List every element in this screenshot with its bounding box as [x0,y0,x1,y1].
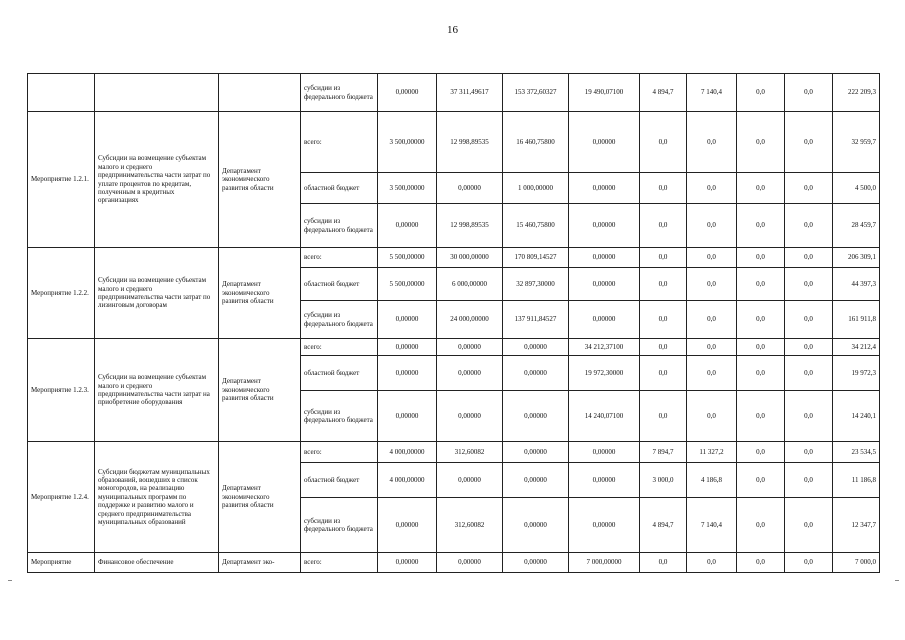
value-cell: 0,0 [640,173,687,204]
value-cell: 0,0 [737,553,785,573]
department-cell: Департамент экономического развития области [219,442,301,553]
value-cell: 0,0 [687,553,737,573]
value-cell: 0,0 [785,356,833,391]
value-cell: 32 897,30000 [503,268,569,301]
table-row [28,339,880,356]
value-cell: 0,0 [785,442,833,463]
value-cell: 0,0 [640,301,687,339]
value-cell: 0,0 [785,112,833,173]
value-cell: 0,00000 [378,339,437,356]
value-cell: 0,0 [640,356,687,391]
value-cell: 19 972,30000 [569,356,640,391]
value-cell: 7 140,4 [687,74,737,112]
total-value-cell: 32 959,7 [833,112,880,173]
value-cell: 312,60082 [437,498,503,553]
funding-source-cell: всего: [301,339,378,356]
value-cell: 0,0 [640,248,687,268]
total-value-cell: 23 534,5 [833,442,880,463]
value-cell: 3 000,0 [640,463,687,498]
value-cell: 15 460,75800 [503,204,569,248]
funding-source-cell: субсидии из федерального бюджета [301,301,378,339]
value-cell: 0,0 [737,173,785,204]
event-cell [28,74,95,112]
total-value-cell: 19 972,3 [833,356,880,391]
scan-edge-marks [0,580,905,581]
description-cell [95,74,219,112]
total-value-cell: 4 500,0 [833,173,880,204]
total-value-cell: 44 397,3 [833,268,880,301]
value-cell: 3 500,00000 [378,112,437,173]
value-cell: 0,0 [737,498,785,553]
value-cell: 0,0 [785,74,833,112]
budget-table [27,73,880,573]
value-cell: 0,00000 [503,356,569,391]
value-cell: 170 809,14527 [503,248,569,268]
value-cell: 0,00000 [503,442,569,463]
value-cell: 12 998,89535 [437,204,503,248]
value-cell: 0,00000 [569,442,640,463]
value-cell: 5 500,00000 [378,268,437,301]
value-cell: 0,0 [687,391,737,442]
department-cell: Департамент эко- [219,553,301,573]
table-row [28,553,880,573]
value-cell: 0,0 [785,204,833,248]
value-cell: 0,0 [687,204,737,248]
value-cell: 0,00000 [378,204,437,248]
table-row [28,74,880,112]
funding-source-cell: субсидии из федерального бюджета [301,391,378,442]
scan-mark-left [8,580,12,581]
total-value-cell: 34 212,4 [833,339,880,356]
table-row [28,442,880,463]
page-number: 16 [447,24,458,36]
value-cell: 0,00000 [437,356,503,391]
total-value-cell: 7 000,0 [833,553,880,573]
value-cell: 0,00000 [503,498,569,553]
value-cell: 0,00000 [569,173,640,204]
value-cell: 4 000,00000 [378,442,437,463]
value-cell: 0,0 [737,112,785,173]
value-cell: 0,00000 [569,463,640,498]
funding-source-cell: субсидии из федерального бюджета [301,204,378,248]
value-cell: 0,00000 [503,463,569,498]
value-cell: 0,0 [785,498,833,553]
funding-source-cell: всего: [301,112,378,173]
value-cell: 37 311,49617 [437,74,503,112]
funding-source-cell: субсидии из федерального бюджета [301,74,378,112]
value-cell: 153 372,60327 [503,74,569,112]
value-cell: 312,60082 [437,442,503,463]
funding-source-cell: всего: [301,442,378,463]
department-cell [219,74,301,112]
value-cell: 4 894,7 [640,74,687,112]
total-value-cell: 206 309,1 [833,248,880,268]
value-cell: 0,0 [687,356,737,391]
value-cell: 30 000,00000 [437,248,503,268]
scan-mark-right [895,580,899,581]
funding-source-cell: областной бюджет [301,268,378,301]
value-cell: 0,00000 [378,391,437,442]
value-cell: 6 000,00000 [437,268,503,301]
funding-source-cell: областной бюджет [301,173,378,204]
value-cell: 4 000,00000 [378,463,437,498]
total-value-cell: 11 186,8 [833,463,880,498]
description-cell: Субсидии бюджетам муниципальных образований, вошедших в список моногородов, на реализацию муниципальных программ по поддержке и развитию малого и среднего предпринимательства муниципальных образований [95,442,219,553]
event-cell: Мероприятие 1.2.1. [28,112,95,248]
value-cell: 0,00000 [569,301,640,339]
value-cell: 34 212,37100 [569,339,640,356]
value-cell: 0,0 [785,553,833,573]
value-cell: 0,0 [737,301,785,339]
value-cell: 0,00000 [437,173,503,204]
value-cell: 0,0 [640,112,687,173]
value-cell: 3 500,00000 [378,173,437,204]
value-cell: 0,00000 [569,248,640,268]
value-cell: 0,00000 [569,498,640,553]
value-cell: 0,00000 [437,553,503,573]
table-row [28,112,880,173]
total-value-cell: 222 209,3 [833,74,880,112]
value-cell: 0,0 [737,391,785,442]
value-cell: 0,0 [687,301,737,339]
funding-source-cell: областной бюджет [301,463,378,498]
funding-source-cell: всего: [301,248,378,268]
value-cell: 14 240,07100 [569,391,640,442]
value-cell: 0,0 [785,339,833,356]
funding-source-cell: субсидии из федерального бюджета [301,498,378,553]
value-cell: 0,00000 [503,339,569,356]
value-cell: 0,0 [687,339,737,356]
value-cell: 0,0 [785,391,833,442]
funding-source-cell: всего: [301,553,378,573]
value-cell: 137 911,84527 [503,301,569,339]
value-cell: 7 140,4 [687,498,737,553]
value-cell: 7 894,7 [640,442,687,463]
value-cell: 0,00000 [437,339,503,356]
value-cell: 0,0 [687,268,737,301]
description-cell: Субсидии на возмещение субъектам малого и среднего предпринимательства части затрат по уплате процентов по кредитам, полученным в кредитных организациях [95,112,219,248]
value-cell: 0,00000 [437,463,503,498]
value-cell: 0,0 [785,268,833,301]
total-value-cell: 12 347,7 [833,498,880,553]
description-cell: Субсидии на возмещение субъектам малого и среднего предпринимательства части затрат на приобретение оборудования [95,339,219,442]
value-cell: 0,0 [737,442,785,463]
value-cell: 4 186,8 [687,463,737,498]
funding-source-cell: областной бюджет [301,356,378,391]
department-cell: Департамент экономического развития области [219,339,301,442]
value-cell: 0,0 [737,74,785,112]
description-cell: Финансовое обеспечение [95,553,219,573]
value-cell: 0,0 [785,173,833,204]
value-cell: 0,00000 [569,268,640,301]
table-row [28,248,880,268]
value-cell: 11 327,2 [687,442,737,463]
value-cell: 16 460,75800 [503,112,569,173]
value-cell: 0,00000 [378,301,437,339]
value-cell: 0,0 [785,301,833,339]
value-cell: 0,0 [640,553,687,573]
value-cell: 0,0 [737,356,785,391]
value-cell: 5 500,00000 [378,248,437,268]
value-cell: 4 894,7 [640,498,687,553]
value-cell: 0,0 [737,204,785,248]
value-cell: 0,00000 [569,112,640,173]
event-cell: Мероприятие [28,553,95,573]
value-cell: 0,00000 [378,553,437,573]
value-cell: 0,00000 [569,204,640,248]
department-cell: Департамент экономического развития области [219,112,301,248]
department-cell: Департамент экономического развития области [219,248,301,339]
value-cell: 0,00000 [503,553,569,573]
total-value-cell: 28 459,7 [833,204,880,248]
value-cell: 7 000,00000 [569,553,640,573]
event-cell: Мероприятие 1.2.3. [28,339,95,442]
value-cell: 0,00000 [378,498,437,553]
value-cell: 0,00000 [378,356,437,391]
value-cell: 24 000,00000 [437,301,503,339]
value-cell: 0,0 [785,463,833,498]
event-cell: Мероприятие 1.2.2. [28,248,95,339]
value-cell: 0,0 [640,391,687,442]
description-cell: Субсидии на возмещение субъектам малого и среднего предпринимательства части затрат по лизинговым договорам [95,248,219,339]
value-cell: 0,00000 [503,391,569,442]
value-cell: 0,0 [640,339,687,356]
value-cell: 12 998,89535 [437,112,503,173]
value-cell: 0,0 [737,339,785,356]
value-cell: 0,0 [640,268,687,301]
value-cell: 0,0 [687,112,737,173]
value-cell: 0,0 [785,248,833,268]
value-cell: 0,0 [737,463,785,498]
value-cell: 0,0 [687,248,737,268]
value-cell: 1 000,00000 [503,173,569,204]
value-cell: 0,0 [737,248,785,268]
value-cell: 0,0 [687,173,737,204]
value-cell: 0,0 [737,268,785,301]
value-cell: 19 490,07100 [569,74,640,112]
total-value-cell: 14 240,1 [833,391,880,442]
value-cell: 0,00000 [378,74,437,112]
total-value-cell: 161 911,8 [833,301,880,339]
event-cell: Мероприятие 1.2.4. [28,442,95,553]
value-cell: 0,00000 [437,391,503,442]
value-cell: 0,0 [640,204,687,248]
